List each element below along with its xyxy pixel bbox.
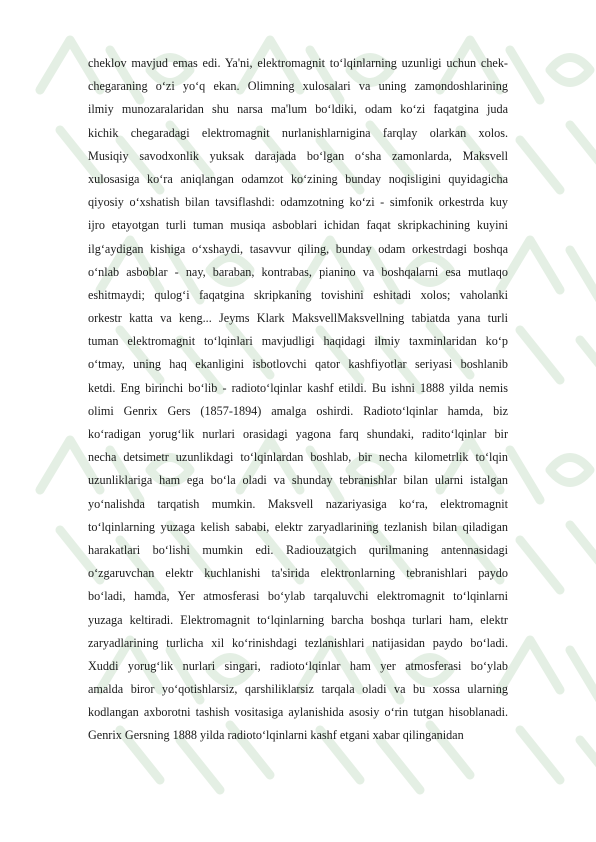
text-line: bo‘ladi, hamda, Yer atmosferasi bo‘ylab tarqaluvchi elektromagnit to‘lqinlarni xyxy=(88,589,508,604)
document-body xyxy=(88,52,508,748)
watermark-mark xyxy=(500,240,560,290)
text-line: ilmiy munozaralaridan shu narsa ma'lum bo‘ldiki, odam ko‘zi faqatgina juda xyxy=(88,102,508,117)
text-line: eshitmaydi; qulog‘i faqatgina skripkaning tovishini eshitadi xolos; vaholanki xyxy=(88,287,508,302)
watermark-mark xyxy=(500,640,560,690)
text-line: ko‘radigan yorug‘lik nurlari orasidagi yagona farq shundaki, radito‘lqinlar bir xyxy=(88,427,508,441)
watermark-mark xyxy=(550,58,590,83)
text-line: amalda biror yo‘qotishlarsiz, qarshiliklarsiz tarqala oladi va bu xossa ularning xyxy=(88,682,508,697)
watermark-mark xyxy=(570,650,596,700)
text-line: o‘tmay, uning haq ekanligini isbotlovchi qator kashfiyotlar seriyasi boshlanib xyxy=(88,357,508,372)
text-line: chegaraning o‘zi yo‘q ekan. Olimning xulosalari va uning zamondoshlarining xyxy=(88,79,508,94)
watermark-mark xyxy=(580,740,596,790)
text-line: olimi Genrix Gers (1857-1894) amalga oshirdi. Radioto‘lqinlar hamda, biz xyxy=(88,403,508,418)
text-line: qiyosiy o‘xshatish bilan tavsiflashdi: odamzotning ko‘zi - simfonik orkestrda kuy xyxy=(88,195,508,210)
text-line: cheklov mavjud emas edi. Ya'ni, elektromagnit to‘lqinlarning uzunligi uchun chek- xyxy=(88,56,508,70)
text-line: kichik chegaradagi elektromagnit nurlanishlarnigina farqlay olarkan xolos. xyxy=(88,125,508,140)
text-line: to‘lqinlarning yuzaga kelish sababi, elektr zaryadlarining tezlanish bilan qiladigan xyxy=(88,519,508,534)
text-line: tuman elektromagnit to‘lqinlari mavjudligi haqidagi ilmiy taxminlaridan ko‘p xyxy=(88,334,508,349)
text-line: ilg‘aydigan kishiga o‘xshaydi, tasavvur qiling, bunday odam orkestrdagi boshqa xyxy=(88,241,508,256)
watermark-mark xyxy=(570,250,596,300)
watermark-mark xyxy=(520,330,560,380)
watermark-mark xyxy=(550,458,590,483)
watermark-mark xyxy=(520,730,560,780)
text-line: kodlangan axborotni tashish vositasiga aylanishida asosiy o‘rin tutgan hisoblanadi. xyxy=(88,705,508,720)
text-line: necha detsimetr uzunlikdagi to‘lqinlardan boshlab, bir necha kilometrlik to‘lqin xyxy=(88,450,508,465)
text-line: yuzaga keltiradi. Elektromagnit to‘lqinlarning barcha boshqa turlari ham, elektr xyxy=(88,612,508,627)
watermark-mark xyxy=(520,540,560,590)
watermark-mark xyxy=(570,125,596,175)
text-line: zaryadlarining turlicha xil ko‘rinishdagi tezlanishlari natijasidan paydo bo‘ladi. xyxy=(88,635,508,650)
text-line: Musiqiy savodxonlik yuksak darajada bo‘lgan o‘sha zamonlarda, Maksvell xyxy=(88,148,508,163)
text-line: o‘zgaruvchan elektr kuchlanishi ta'sirida elektronlarning tebranishlari paydo xyxy=(88,566,508,581)
text-line: o‘nlab asboblar - nay, baraban, kontrabas, pianino va boshqalarni esa mutlaqo xyxy=(88,264,508,279)
text-line: Genrix Gersning 1888 yilda radioto‘lqinlarni kashf etgani xabar qilinganidan xyxy=(88,728,464,743)
text-line: yo‘nalishda tarqatish mumkin. Maksvell nazariyasiga ko‘ra, elektromagnit xyxy=(88,496,508,511)
text-line: ijro etayotgan turli tuman musiqa asboblari ichidan faqat skripkachining kuyini xyxy=(88,218,508,233)
watermark-mark xyxy=(570,525,596,575)
text-line: Xuddi yorug‘lik nurlari singari, radioto‘lqinlar ham yer atmosferasi bo‘ylab xyxy=(88,658,508,673)
watermark-mark xyxy=(510,450,540,500)
text-line: orkestr katta va keng... Jeyms Klark MaksvellMaksvellning tabiatda yana turli xyxy=(88,311,508,326)
text-line: harakatlari bo‘lishi mumkin edi. Radiouzatgich qurilmaning antennasidagi xyxy=(88,542,508,557)
watermark-mark xyxy=(510,50,540,100)
text-line: uzunliklariga ham ega bo‘la oladi va shunday tebranishlar bilan ularni istalgan xyxy=(88,473,508,488)
text-line: ketdi. Eng birinchi bo‘lib - radioto‘lqinlar kashf etildi. Bu ishni 1888 yilda nemis xyxy=(88,380,508,395)
watermark-mark xyxy=(520,140,560,190)
text-line: xulosasiga ko‘ra aniqlangan odamzot ko‘zining bunday noqisligini quyidagicha xyxy=(88,171,508,186)
watermark-mark xyxy=(580,340,596,390)
